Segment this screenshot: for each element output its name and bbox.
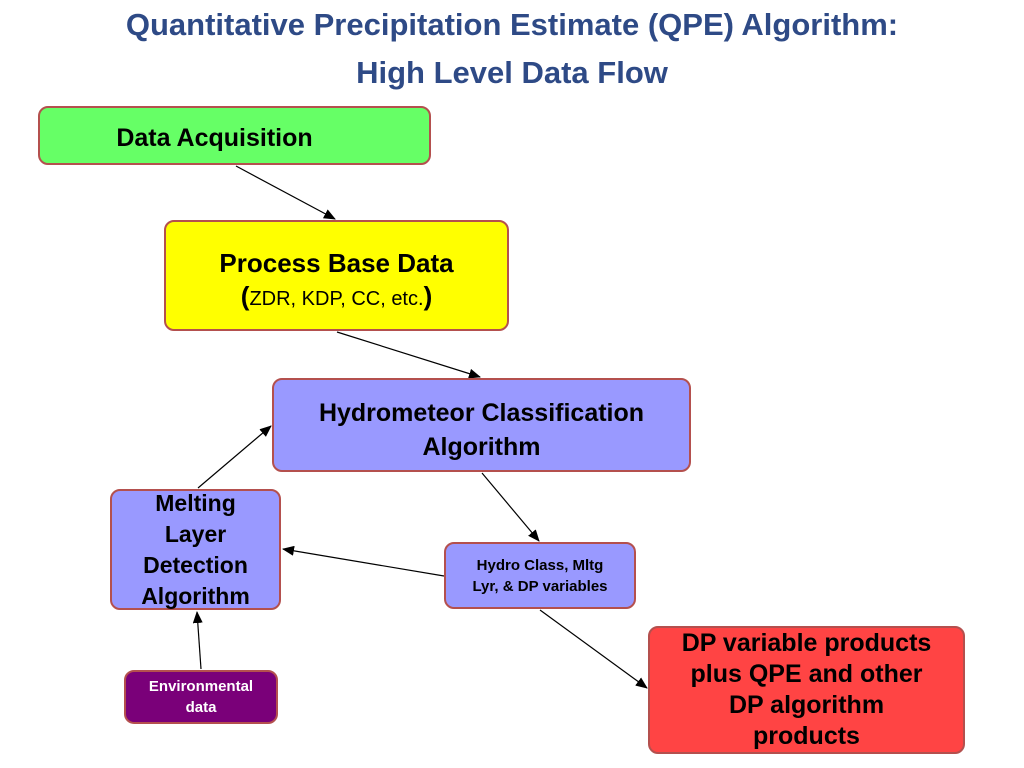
arrow-acquisition-to-process	[236, 166, 335, 219]
hydro-class-variables-box	[444, 542, 636, 609]
dp-line-1: DP variable products	[681, 629, 932, 657]
dp-line-3: DP algorithm	[728, 691, 885, 719]
hca-line-1: Hydrometeor Classification	[318, 399, 645, 427]
arrow-melting-layer-to-hca	[198, 426, 271, 488]
arrow-hca-to-hydro-vars	[482, 473, 539, 541]
process-base-data-variables	[241, 281, 432, 312]
environmental-data-box	[124, 670, 278, 724]
hca-line-2: Algorithm	[422, 433, 541, 461]
open-paren: (	[240, 281, 250, 311]
arrow-hydro-vars-to-melting-layer	[283, 549, 444, 576]
variables-text: ZDR, KDP, CC, etc.	[249, 288, 424, 310]
hcv-line-2: Lyr, & DP variables	[472, 577, 608, 595]
mld-line-2: Layer	[164, 520, 227, 547]
data-acquisition-box	[38, 106, 431, 165]
dp-line-2: plus QPE and other	[690, 660, 923, 688]
arrow-hydro-vars-to-dp-products	[540, 610, 647, 688]
env-line-1: Environmental	[148, 678, 254, 695]
arrow-process-to-hca	[337, 332, 480, 377]
env-line-2: data	[185, 699, 217, 716]
dp-line-4: products	[753, 722, 860, 750]
mld-line-1: Melting	[155, 489, 236, 516]
mld-line-3: Detection	[143, 551, 248, 578]
arrow-environmental-to-melting-layer	[197, 612, 201, 669]
process-base-data-box	[164, 220, 509, 331]
mld-line-4: Algorithm	[141, 582, 250, 609]
hydrometeor-classification-box	[272, 378, 691, 472]
hcv-line-1: Hydro Class, Mltg	[476, 556, 604, 574]
process-base-data-label: Process Base Data	[219, 248, 454, 278]
data-acquisition-label: Data Acquisition	[116, 124, 313, 152]
diagram-title-line-2: High Level Data Flow	[356, 55, 668, 90]
close-paren: )	[423, 281, 433, 311]
melting-layer-detection-box	[110, 489, 281, 610]
diagram-title-line-1: Quantitative Precipitation Estimate (QPE) Algorithm:	[125, 7, 899, 42]
dp-products-box	[648, 626, 965, 754]
